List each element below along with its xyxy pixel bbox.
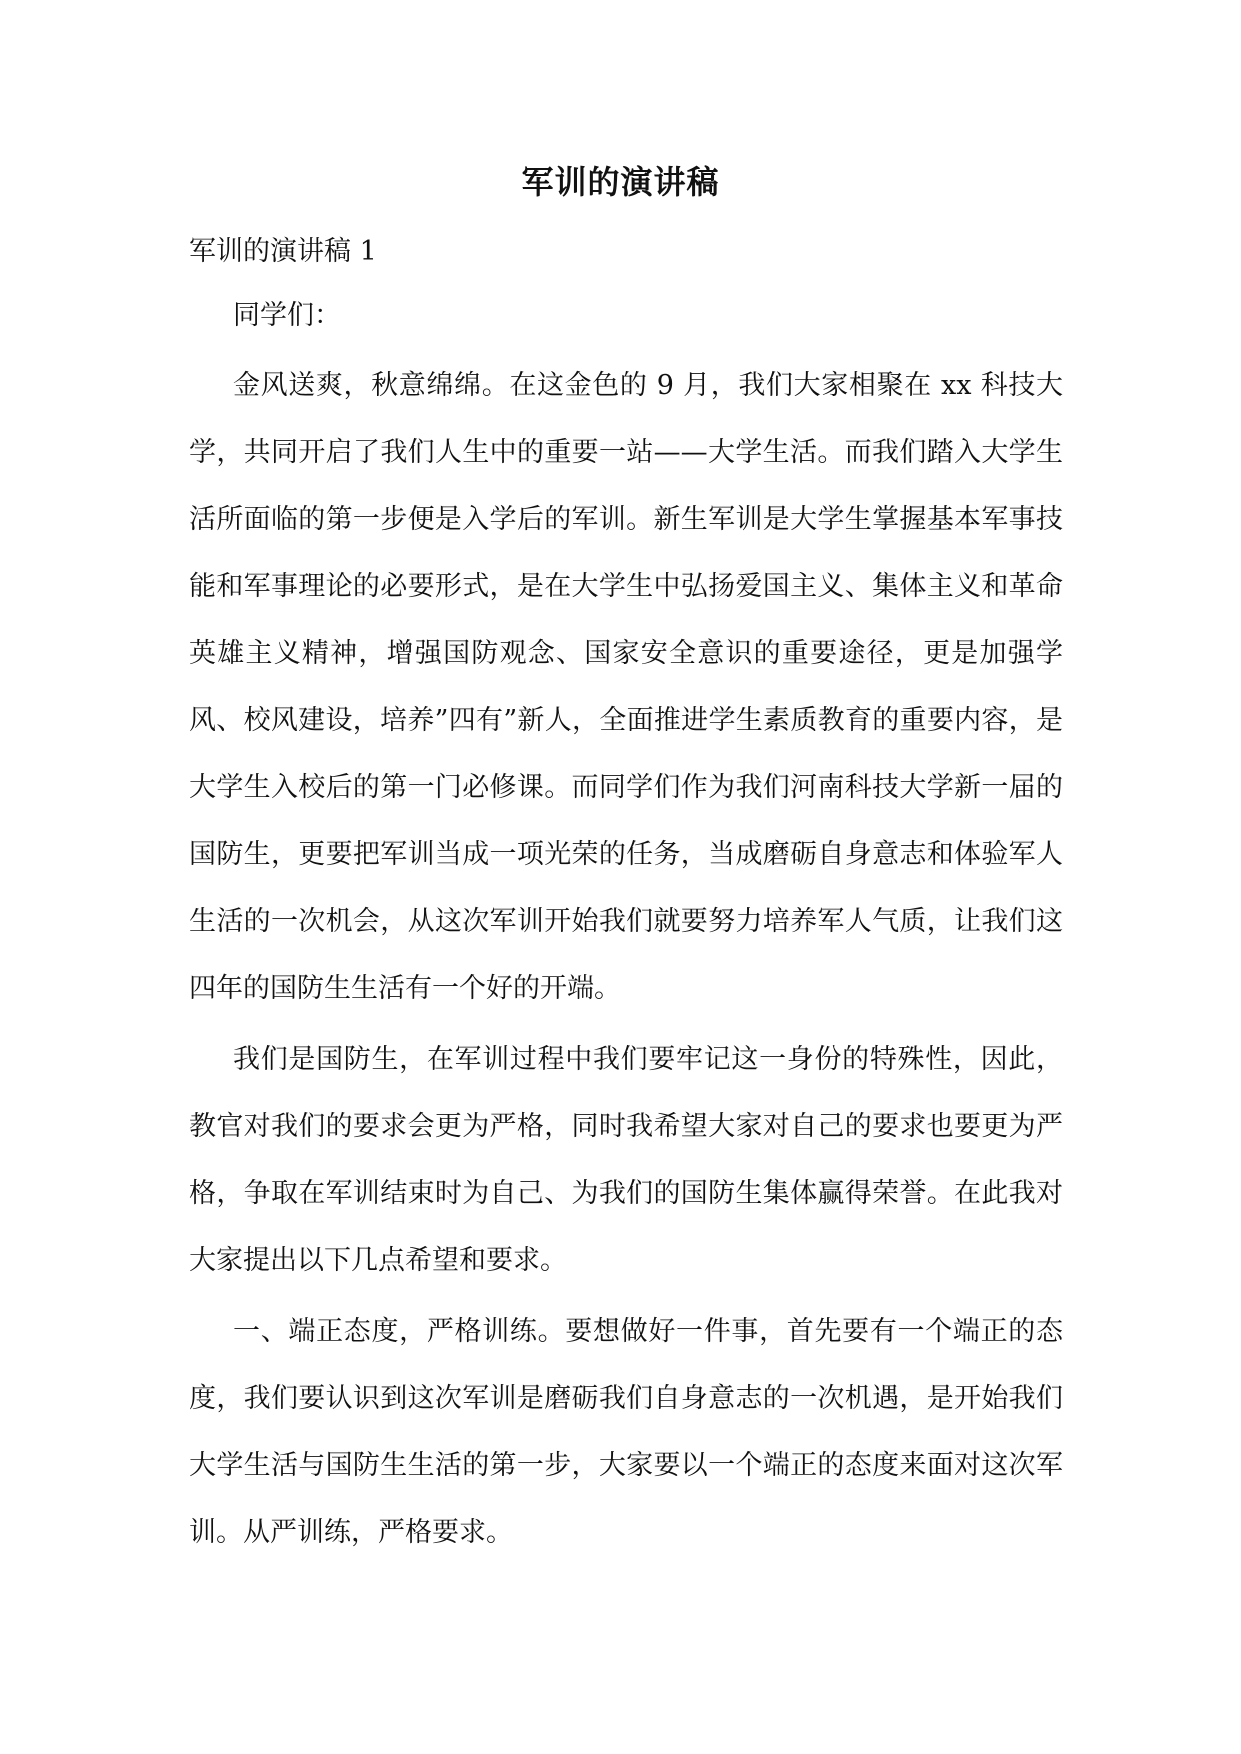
greeting-line: 同学们： [233, 300, 341, 331]
document-title: 军训的演讲稿 [521, 163, 720, 201]
paragraph: 金风送爽，秋意绵绵。在这金色的 9 月，我们大家相聚在 xx 科技大学，共同开启了我们人生中的重要一站——大学生活。而我们踏入大学生活所面临的第一步便是入学后的军训。新生军训是大学生掌握基本军事技能和军事理论的必要形式，是在大学生中弘扬爱国主义、集体主义和革命英雄主义精神，增强国防观念、国家安全意识的重要途径，更是加强学风、校风建设，培养”四有”新人，全面推进学生素质教育的重要内容，是大学生入校后的第一门必修课。而同学们作为我们河南科技大学新一届的国防生，更要把军训当成一项光荣的任务，当成磨砺自身意志和体验军人生活的一次机会，从这次军训开始我们就要努力培养军人气质，让我们这四年的国防生生活有一个好的开端。 [189, 370, 1063, 1004]
document-body [189, 352, 1063, 1570]
speech-subtitle: 军训的演讲稿 1 [189, 236, 377, 267]
paragraph: 我们是国防生，在军训过程中我们要牢记这一身份的特殊性，因此，教官对我们的要求会更为严格，同时我希望大家对自己的要求也要更为严格，争取在军训结束时为自己、为我们的国防生集体赢得荣誉。在此我对大家提出以下几点希望和要求。 [189, 1044, 1063, 1276]
paragraph: 一、端正态度，严格训练。要想做好一件事，首先要有一个端正的态度，我们要认识到这次军训是磨砺我们自身意志的一次机遇，是开始我们大学生活与国防生生活的第一步，大家要以一个端正的态度来面对这次军训。从严训练，严格要求。 [189, 1316, 1063, 1548]
